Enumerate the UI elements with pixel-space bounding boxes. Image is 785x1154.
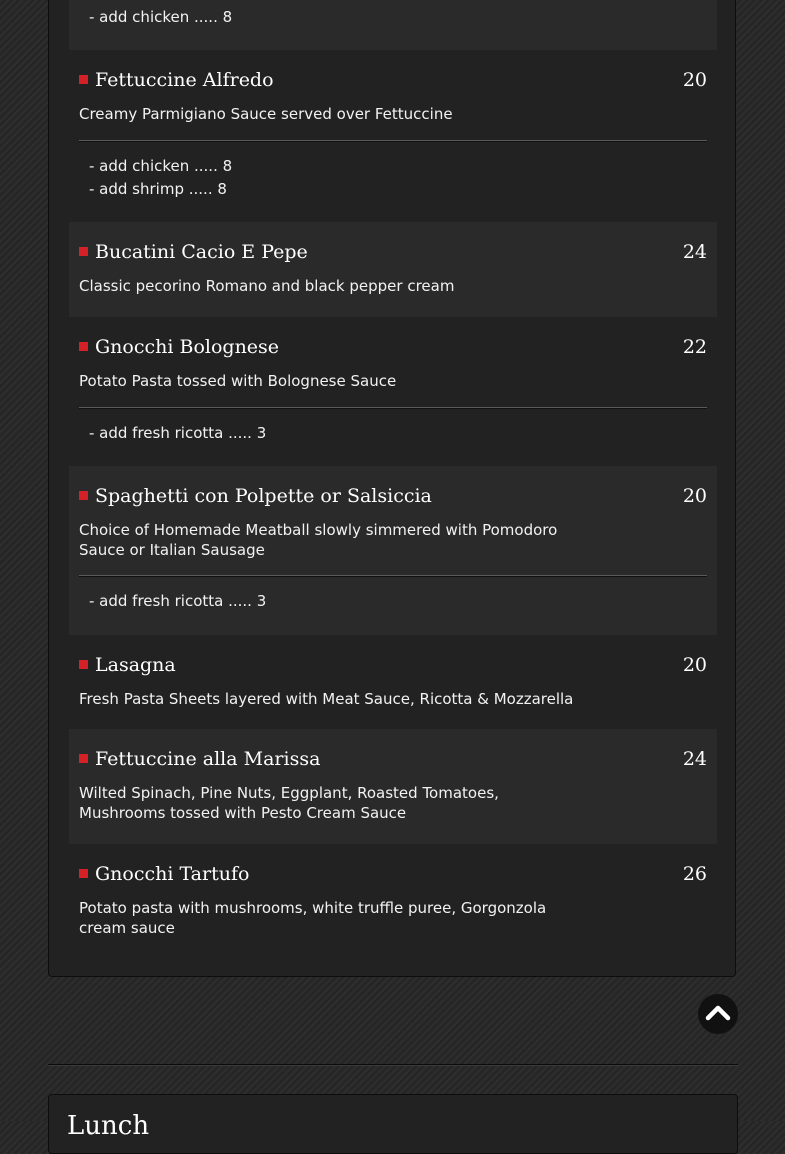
divider — [79, 140, 707, 142]
divider — [79, 575, 707, 577]
pasta-menu-card — [48, 0, 736, 977]
menu-item — [69, 729, 717, 844]
menu-item-name: Gnocchi Bolognese — [95, 336, 280, 358]
menu-item — [69, 0, 717, 50]
menu-item — [69, 222, 717, 317]
bullet-icon — [79, 754, 88, 763]
menu-item — [69, 466, 717, 635]
menu-item — [69, 635, 717, 729]
menu-item-name: Gnocchi Tartufo — [95, 863, 250, 885]
menu-item-description: Classic pecorino Romano and black pepper cream — [79, 277, 455, 295]
section-divider — [48, 1064, 738, 1066]
menu-item-price: 26 — [682, 863, 707, 885]
menu-item-description: Fresh Pasta Sheets layered with Meat Sauce, Ricotta & Mozzarella — [79, 690, 574, 708]
section-title: Lunch — [67, 1111, 150, 1141]
menu-item-name: Fettuccine Alfredo — [95, 69, 274, 91]
bullet-icon — [79, 247, 88, 256]
menu-item-description: Wilted Spinach, Pine Nuts, Eggplant, Roasted Tomatoes, Mushrooms tossed with Pesto Cream Sauce — [79, 784, 499, 822]
menu-item-description: Potato Pasta tossed with Bolognese Sauce — [79, 372, 397, 390]
menu-item-addon: - add chicken ..... 8 — [89, 157, 233, 175]
lunch-menu-card — [48, 1094, 738, 1154]
menu-item — [69, 844, 717, 959]
menu-item-price: 20 — [682, 654, 707, 676]
bullet-icon — [79, 491, 88, 500]
menu-item-description: Creamy Parmigiano Sauce served over Fettuccine — [79, 105, 453, 123]
menu-item-addon: - add fresh ricotta ..... 3 — [89, 424, 267, 442]
menu-item-description: Choice of Homemade Meatball slowly simmered with Pomodoro Sauce or Italian Sausage — [79, 521, 558, 559]
menu-item-addon: - add fresh ricotta ..... 3 — [89, 592, 267, 610]
bullet-icon — [79, 342, 88, 351]
menu-item-description: Potato pasta with mushrooms, white truffle puree, Gorgonzola cream sauce — [79, 899, 547, 937]
menu-item-price: 22 — [682, 336, 707, 358]
menu-item-addon: - add chicken ..... 8 — [89, 8, 233, 26]
menu-item-price: 20 — [682, 69, 707, 91]
bullet-icon — [79, 75, 88, 84]
menu-item-price: 24 — [682, 748, 707, 770]
bullet-icon — [79, 869, 88, 878]
chevron-up-icon — [698, 994, 738, 1034]
menu-item-addon: - add shrimp ..... 8 — [89, 180, 227, 198]
menu-item-price: 20 — [682, 485, 707, 507]
divider — [79, 407, 707, 409]
menu-item-price: 24 — [682, 241, 707, 263]
menu-item-name: Fettuccine alla Marissa — [95, 748, 321, 770]
menu-item — [69, 50, 717, 222]
menu-item-name: Spaghetti con Polpette or Salsiccia — [95, 485, 432, 507]
bullet-icon — [79, 660, 88, 669]
menu-item-name: Lasagna — [95, 654, 176, 676]
scroll-to-top-button[interactable] — [698, 994, 738, 1034]
menu-item — [69, 317, 717, 466]
menu-item-name: Bucatini Cacio E Pepe — [95, 241, 308, 263]
